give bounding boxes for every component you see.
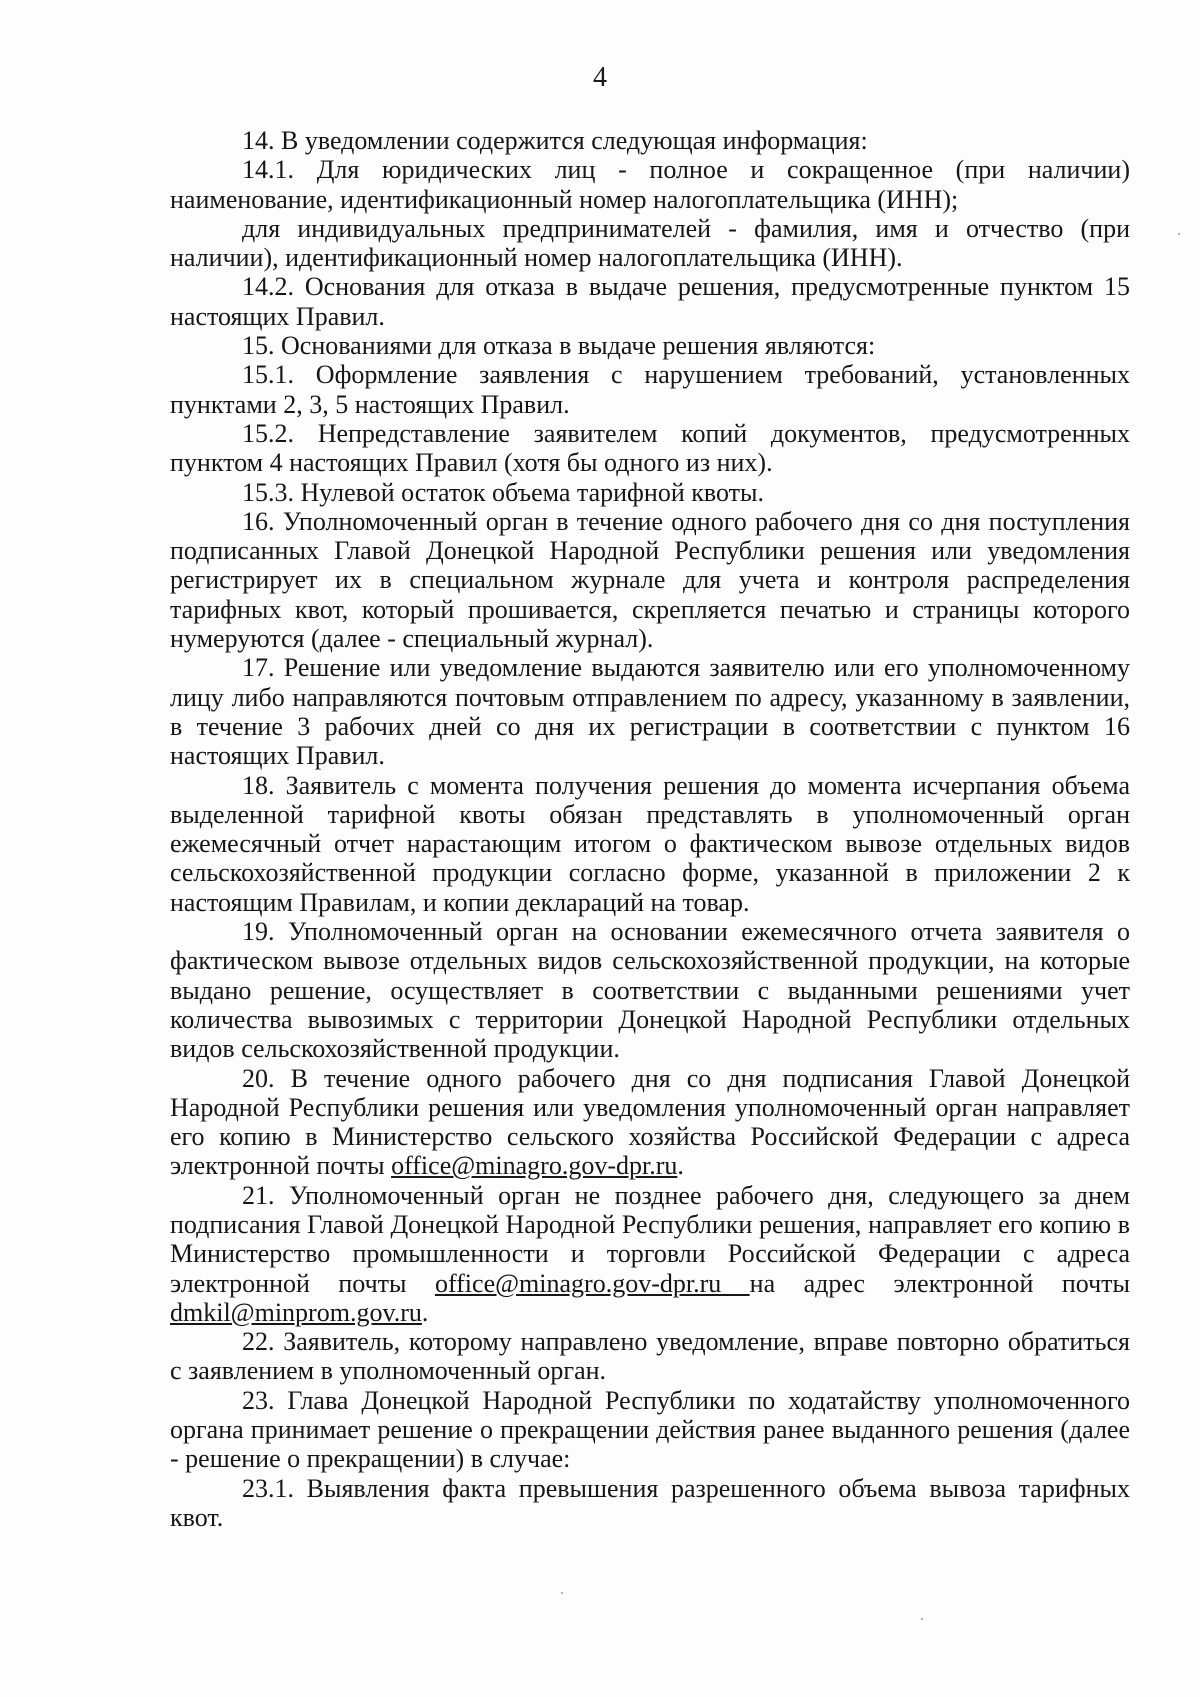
scan-speck	[1178, 233, 1180, 235]
paragraph-20	[170, 1064, 1130, 1181]
paragraph-20-end: .	[677, 1151, 684, 1181]
paragraph-14-1-ip: для индивидуальных предпринимателей - фамилия, имя и отчество (при наличии), идентификационный номер налогоплательщика (ИНН).	[170, 213, 1130, 273]
paragraph-20-text: 20. В течение одного рабочего дня со дня подписания Главой Донецкой Народной Республики решения или уведомления уполномоченный орган направляет его копию в Министерство сельского хозяйства Российской Федерации с адреса электронной почты	[170, 1063, 1130, 1181]
paragraph-21	[170, 1181, 1130, 1327]
paragraph-15-3: 15.3. Нулевой остаток объема тарифной квоты.	[242, 477, 764, 507]
paragraph-23: 23. Глава Донецкой Народной Республики по ходатайству уполномоченного органа принимает решение о прекращении действия ранее выданного решения (далее - решение о прекращении) в случае:	[170, 1385, 1130, 1474]
page-number: 4	[593, 62, 607, 93]
paragraph-14-1: 14.1. Для юридических лиц - полное и сокращенное (при наличии) наименование, идентификационный номер налогоплательщика (ИНН);	[170, 155, 1130, 214]
paragraph-16: 16. Уполномоченный орган в течение одного рабочего дня со дня поступления подписанных Главой Донецкой Народной Республики решения или уведомления регистрирует их в специальном журнале для учета и контроля распределения тарифных квот, который прошивается, скрепляется печатью и страницы которого нумеруются (далее - специальный журнал).	[170, 506, 1130, 654]
paragraph-21-text: 21. Уполномоченный орган не позднее рабочего дня, следующего за днем подписания Главой Донецкой Народной Республики решения, направляет его копию в Министерство промышленности и торговли Российской Федерации с адреса электронной почты	[170, 1180, 1130, 1298]
paragraph-23-1: 23.1. Выявления факта превышения разрешенного объема вывоза тарифных квот.	[170, 1473, 1130, 1532]
paragraph-14: 14. В уведомлении содержится следующая информация:	[242, 126, 868, 155]
paragraph-15-1: 15.1. Оформление заявления с нарушением требований, установленных пунктами 2, 3, 5 настоящих Правил.	[170, 360, 1130, 419]
paragraph-18: 18. Заявитель с момента получения решения до момента исчерпания объема выделенной тарифной квоты обязан представлять в уполномоченный орган ежемесячный отчет нарастающим итогом о фактическом вывозе отдельных видов сельскохозяйственной продукции согласно форме, указанной в приложении 2 к настоящим Правилам, и копии деклараций на товар.	[170, 770, 1130, 917]
paragraph-22: 22. Заявитель, которому направлено уведомление, вправе повторно обратиться с заявлением в уполномоченный орган.	[170, 1327, 1130, 1386]
email-link-minagro[interactable]: office@minagro.gov-dpr.ru	[391, 1151, 678, 1181]
document-body	[170, 126, 1130, 1532]
paragraph-17: 17. Решение или уведомление выдаются заявителю или его уполномоченному лицу либо направляются почтовым отправлением по адресу, указанному в заявлении, в течение 3 рабочих дней со дня их регистрации в соответствии с пунктом 16 настоящих Правил.	[170, 653, 1130, 771]
paragraph-21-middle: на адрес электронной почты	[749, 1268, 1130, 1298]
paragraph-15-2: 15.2. Непредставление заявителем копий документов, предусмотренных пунктом 4 настоящих Правил (хотя бы одного из них).	[170, 418, 1130, 478]
paragraph-19: 19. Уполномоченный орган на основании ежемесячного отчета заявителя о фактическом вывозе отдельных видов сельскохозяйственной продукции, на которые выдано решение, осуществляет в соответствии с выданными решениями учет количества вывозимых с территории Донецкой Народной Республики отдельных видов сельскохозяйственной продукции.	[170, 917, 1130, 1064]
paragraph-14-2: 14.2. Основания для отказа в выдаче решения, предусмотренные пунктом 15 настоящих Правил.	[170, 272, 1130, 331]
scan-speck	[921, 1618, 923, 1620]
email-link-minprom[interactable]: dmkil@minprom.gov.ru	[170, 1297, 422, 1327]
paragraph-15: 15. Основаниями для отказа в выдаче решения являются:	[242, 331, 876, 361]
scan-speck	[561, 1592, 563, 1594]
email-link-minagro-2[interactable]: office@minagro.gov-dpr.ru	[434, 1268, 750, 1298]
paragraph-21-end: .	[421, 1297, 429, 1327]
